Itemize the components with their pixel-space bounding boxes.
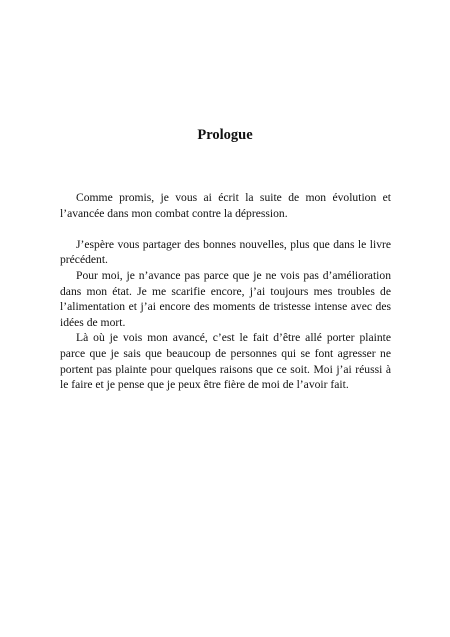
paragraph-4: Là où je vois mon avancé, c’est le fait d’être allé porter plainte parce que je sais que beaucoup de personnes qui se font agresser ne portent pas plainte pour quelques raisons que ce soit. Moi j’ai réussi à le faire et je pense que je peux être fière de moi de l’avoir fait. — [60, 331, 391, 392]
paragraph-3: Pour moi, je n’avance pas parce que je ne vois pas d’amélioration dans mon état. Je me scarifie encore, j’ai toujours mes troubles de l’alimentation et j’ai encore des moments de tristesse intense avec des idées de mort. — [60, 268, 391, 329]
paragraph-2: J’espère vous partager des bonnes nouvelles, plus que dans le livre précédent. — [60, 237, 391, 267]
page-title: Prologue — [197, 127, 253, 143]
paragraph-spacer — [60, 221, 391, 237]
body-text — [60, 190, 391, 393]
paragraph-1: Comme promis, je vous ai écrit la suite de mon évolution et l’avancée dans mon combat contre la dépression. — [60, 191, 391, 220]
